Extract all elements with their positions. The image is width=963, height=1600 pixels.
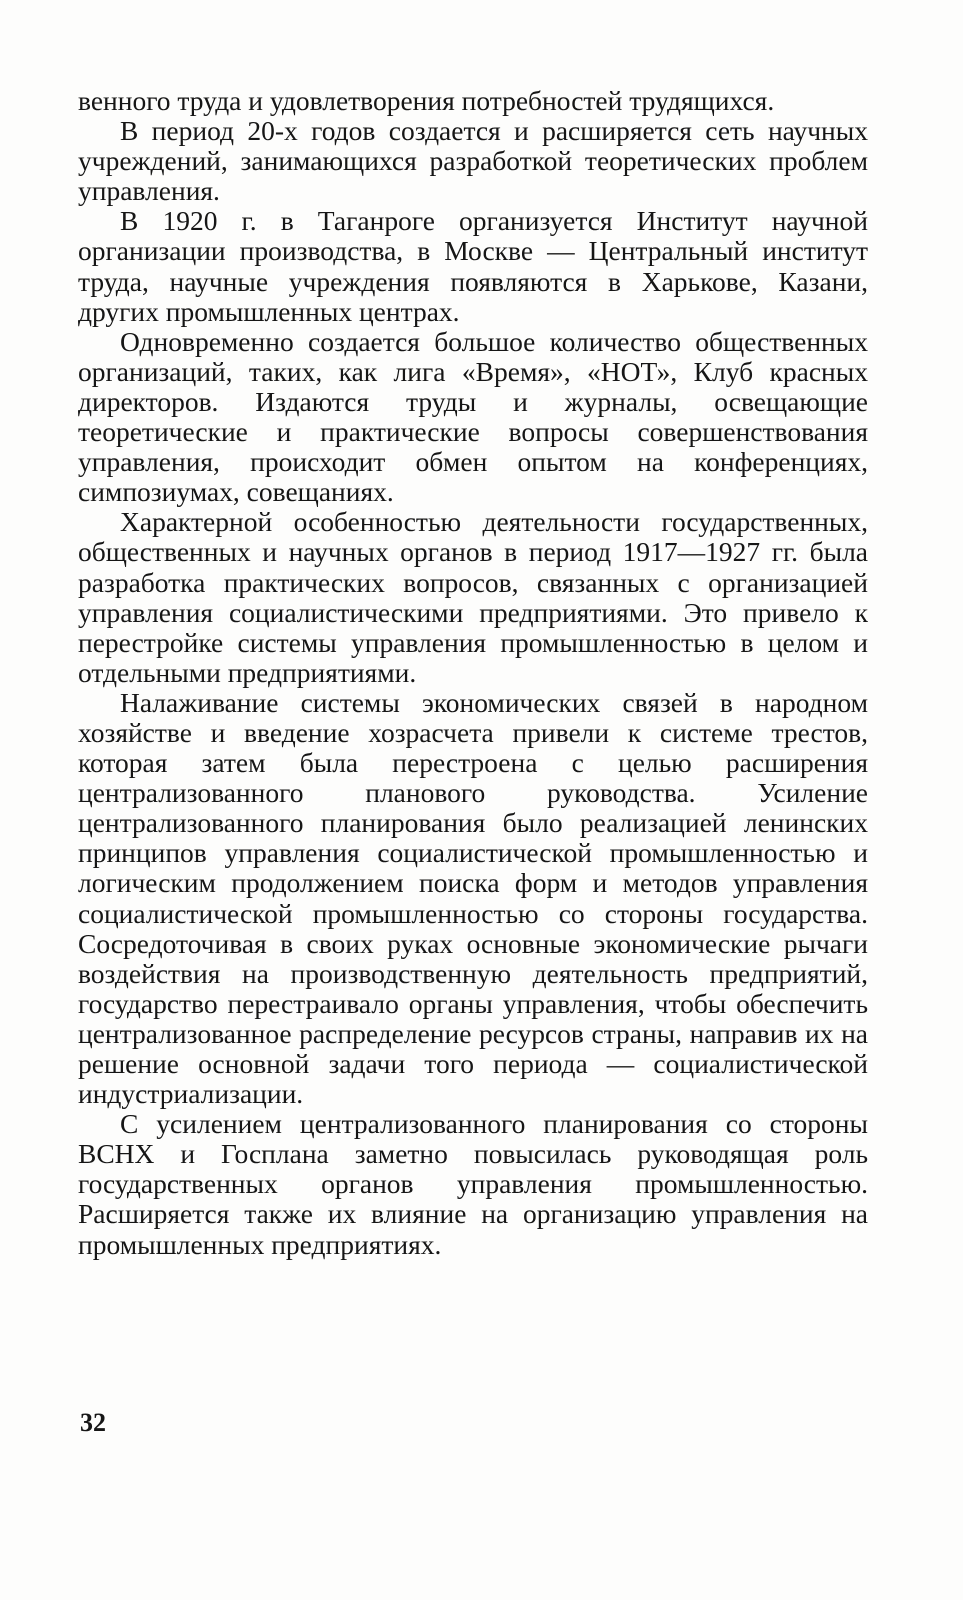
paragraph-institutes-1920: В 1920 г. в Таганроге организуется Институт научной организации производства, в Москве — Центральный институт труда, научные учреждения появляются в Харькове, Казани, других промышленных центрах. bbox=[78, 205, 868, 327]
body-text bbox=[78, 86, 868, 1260]
paragraph-characteristic-feature: Характерной особенностью деятельности государственных, общественных и научных органов в период 1917—1927 гг. была разработка практических вопросов, связанных с организацией управления социалистическими предприятиями. Это привело к перестройке системы управления промышленностью в целом и отдельными предприятиями. bbox=[78, 506, 868, 688]
paragraph-continuation: венного труда и удовлетворения потребностей трудящихся. bbox=[78, 85, 775, 116]
page-number: 32 bbox=[80, 1408, 106, 1437]
paragraph-scientific-institutions: В период 20-х годов создается и расширяется сеть научных учреждений, занимающихся разработкой теоретических проблем управления. bbox=[78, 115, 868, 207]
paragraph-public-organizations: Одновременно создается большое количество общественных организаций, таких, как лига «Время», «НОТ», Клуб красных директоров. Издаются труды и журналы, освещающие теоретические и практические вопросы совершенствования управления, происходит обмен опытом на конференциях, симпозиумах, совещаниях. bbox=[78, 325, 868, 508]
paragraph-centralized-planning: С усилением централизованного планирования со стороны ВСНХ и Госплана заметно повысилась руководящая роль государственных органов управления промышленностью. Расширяется также их влияние на организацию управления на промышленных предприятиях. bbox=[78, 1108, 868, 1260]
paragraph-economic-ties: Налаживание системы экономических связей в народном хозяйстве и введение хозрасчета привели к системе трестов, которая затем была перестроена с целью расширения централизованного планового руководства. Усиление централизованного планирования было реализацией ленинских принципов управления социалистической промышленностью и логическим продолжением поиска форм и методов управления социалистической промышленностью со стороны государства. Сосредоточивая в своих руках основные экономические рычаги воздействия на производственную деятельность предприятий, государство перестраивало органы управления, чтобы обеспечить централизованное распределение ресурсов страны, направив их на решение основной задачи того периода — социалистической индустриализации. bbox=[78, 686, 868, 1110]
